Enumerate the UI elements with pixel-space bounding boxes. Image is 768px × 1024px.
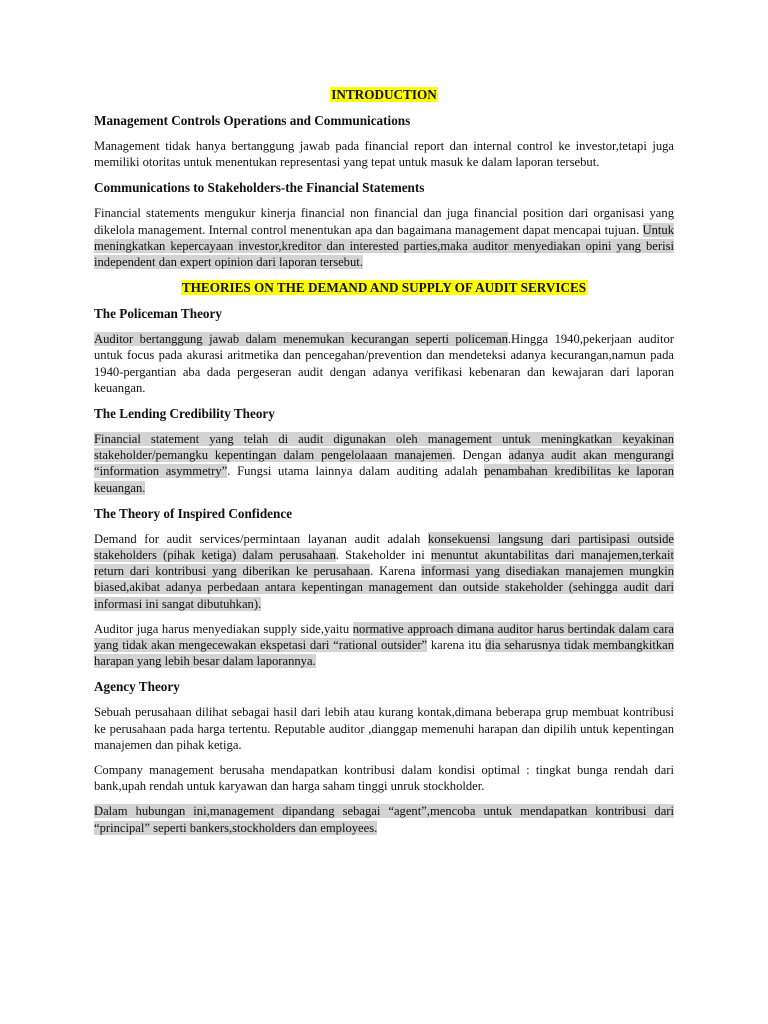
theories-title — [94, 279, 674, 296]
lending-text-highlight-1: Financial statement yang telah di audit digunakan oleh management untuk meningkatkan keyakinan stakeholder/pemangku kepentingan dalam pengelolaaan manajemen — [94, 432, 674, 463]
lending-text-highlight-3: penambahan kredibilitas ke laporan keuangan. — [94, 464, 675, 495]
lending-heading: The Lending Credibility Theory — [94, 406, 275, 422]
theories-title-text: THEORIES ON THE DEMAND AND SUPPLY OF AUDIT SERVICES — [181, 280, 587, 296]
agency3-text-highlight: Dalam hubungan ini,management dipandang sebagai “agent”,mencoba untuk mendapatkan kontribusi dari “principal” seperti bankers,stockholders dan employees. — [94, 804, 674, 835]
agency-paragraph-3 — [94, 803, 674, 835]
introduction-title-text: INTRODUCTION — [331, 87, 437, 102]
policeman-paragraph — [94, 331, 674, 396]
inspired-paragraph-1 — [94, 531, 674, 612]
policeman-text-highlight: Auditor bertanggung jawab dalam menemukan kecurangan seperti policeman — [94, 332, 508, 347]
policeman-text-plain: .Hingga 1940,pekerjaan auditor untuk focus pada akurasi aritmetika dan pencegahan/prevention dan mendeteksi adanya kecurangan,namun pada 1940-pergantian aba dada pergeseran audit dengan adanya verifikasi kebenaran dan kewajaran dari laporan keuangan. — [94, 332, 674, 395]
lending-text-highlight-2: adanya audit akan mengurangi “information asymmetry” — [94, 448, 674, 479]
inspired2-text-plain-2: karena itu — [427, 638, 486, 653]
agency-heading: Agency Theory — [94, 679, 180, 695]
communications-heading: Communications to Stakeholders-the Financial Statements — [94, 180, 425, 196]
agency-paragraph-2: Company management berusaha mendapatkan kontribusi dalam kondisi optimal : tingkat bunga rendah dari bank,upah rendah untuk karyawan dan harga saham tinggi unruk stockholder. — [94, 763, 674, 794]
agency-paragraph-1: Sebuah perusahaan dilihat sebagai hasil dari lebih atau kurang kontak,dimana beberapa grup membuat kontribusi ke perusahaan pada harga tertentu. Reputable auditor ,dianggap memenuhi harapan dan dipilih untuk kepentingan manajemen dan pihak ketiga. — [94, 705, 674, 752]
management-heading: Management Controls Operations and Communications — [94, 113, 411, 128]
inspired-paragraph-2 — [94, 621, 674, 670]
inspired1-text-plain-3: . Karena — [370, 564, 422, 579]
management-paragraph: Management tidak hanya bertanggung jawab pada financial report dan internal control ke investor,tetapi juga memiliki otoritas untuk menentukan representasi yang tepat untuk masuk ke dalam laporan tersebut. — [94, 139, 674, 170]
inspired-heading: The Theory of Inspired Confidence — [94, 505, 293, 521]
policeman-heading: The Policeman Theory — [94, 306, 222, 322]
introduction-title — [94, 86, 674, 103]
inspired2-text-plain-1: Auditor juga harus menyediakan supply side,yaitu — [94, 621, 353, 636]
inspired1-text-plain-1: Demand for audit services/permintaan layanan audit adalah — [94, 531, 428, 546]
communications-text-highlight: Untuk meningkatkan kepercayaan investor,kreditor dan interested parties,maka auditor menyediakan opini yang berisi independent dan expert opinion dari laporan tersebut. — [94, 222, 674, 270]
lending-text-plain-1: . Dengan — [452, 448, 509, 463]
lending-text-plain-2: . Fungsi utama lainnya dalam auditing adalah — [227, 464, 485, 479]
inspired1-text-plain-2: . Stakeholder ini — [335, 548, 431, 563]
inspired2-text-highlight-1: normative approach dimana auditor harus bertindak dalam cara yang tidak akan mengecewakan ekspetasi dari “rational outsider” — [94, 621, 675, 653]
inspired1-text-highlight-2: menuntut akuntabilitas dari manajemen,terkait return dari kontribusi yang diberikan ke perusahaan — [94, 548, 674, 579]
inspired2-text-highlight-2: dia seharusnya tidak membangkitkan harapan yang lebih besar dalam laporannya. — [94, 638, 674, 669]
lending-paragraph — [94, 431, 674, 496]
document-page — [94, 86, 674, 845]
inspired1-text-highlight-3: informasi yang disediakan manajemen mungkin biased,akibat adanya perbedaan antara kepentingan management dan outside stakeholder (sehingga audit dari informasi ini sangat dibutuhkan). — [94, 564, 674, 611]
communications-paragraph — [94, 205, 674, 270]
inspired1-text-highlight-1: konsekuensi langsung dari partisipasi outside stakeholders (pihak ketiga) dalam perusahaan — [94, 531, 674, 563]
communications-text-plain: Financial statements mengukur kinerja financial non financial dan juga financial position dari organisasi yang dikelola management. Internal control menentukan apa dan bagaimana management dapat mencapai tujuan. — [94, 206, 674, 237]
